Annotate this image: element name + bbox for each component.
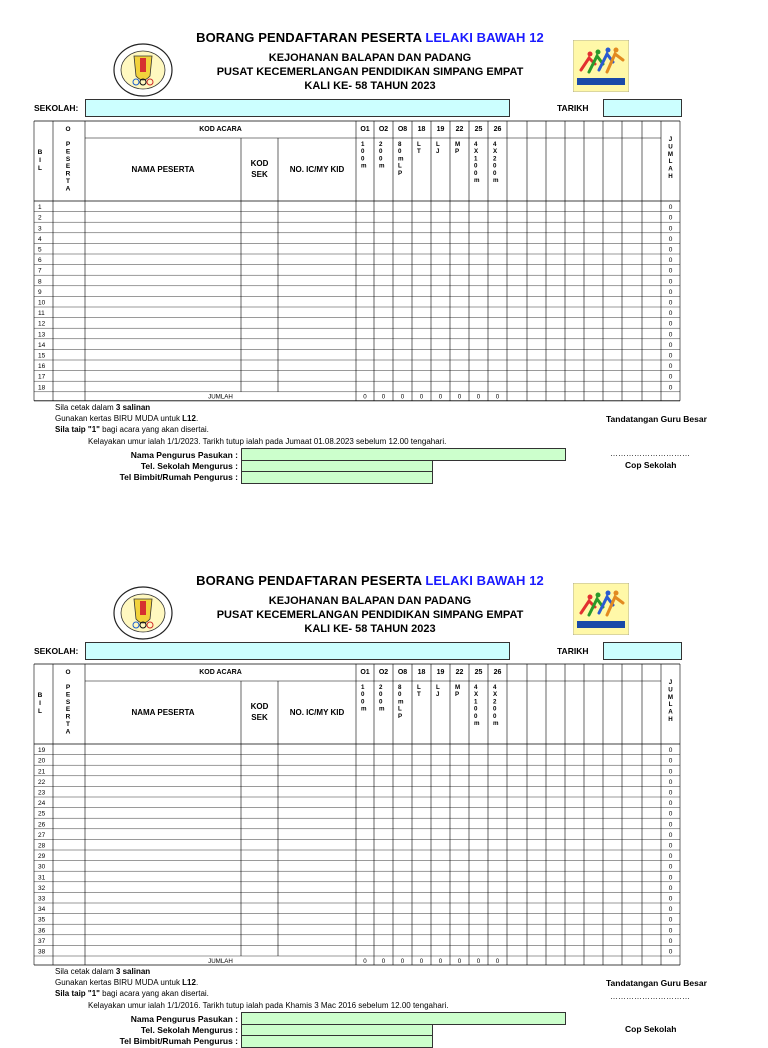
date-label: TARIKH [557,646,589,656]
svg-text:A: A [65,185,71,193]
svg-text:m: m [398,155,404,163]
event-name: KEJOHANAN BALAPAN DAN PADANG [268,52,472,64]
svg-text:B: B [37,149,43,156]
row-total: 0 [668,373,673,381]
footer-event-total: 0 [363,393,367,401]
svg-text:X: X [474,691,479,699]
row-total: 0 [668,747,673,755]
svg-text:0: 0 [474,712,478,720]
row-total: 0 [668,789,673,797]
svg-text:R: R [65,170,71,178]
row-total: 0 [668,299,673,307]
row-number: 20 [38,757,46,765]
note-paper: Gunakan kertas BIRU MUDA untuk L12. [55,978,199,988]
row-total: 0 [668,278,673,286]
row-number: 34 [38,906,46,914]
svg-text:m: m [474,177,480,184]
row-number: 33 [38,895,46,903]
svg-text:L: L [436,141,440,148]
row-number: 13 [38,331,46,339]
footer-event-total: 0 [476,393,481,401]
footer-event-total: 0 [400,957,405,965]
table-grid [0,0,768,403]
event-code-7: 26 [493,669,502,676]
row-number: 4 [38,235,42,243]
svg-text:L: L [38,708,42,715]
svg-text:B: B [37,692,43,699]
footer-event-total: 0 [419,393,424,401]
row-total: 0 [668,853,673,861]
nama-peserta-header: NAMA PESERTA [131,708,195,717]
row-total: 0 [668,257,673,265]
svg-text:X: X [474,148,479,156]
svg-text:M: M [667,693,674,701]
row-total: 0 [668,246,673,254]
date-label: TARIKH [557,103,589,113]
svg-text:m: m [379,705,385,713]
event-code-7: 26 [493,126,502,133]
school-stamp-label: Cop Sekolah [625,460,677,470]
row-total: 0 [668,320,673,328]
svg-text:1: 1 [361,141,365,148]
svg-text:1: 1 [474,155,478,163]
note-copies: Sila cetak dalam 3 salinan [55,967,151,977]
row-total: 0 [668,768,673,776]
svg-text:E: E [65,706,71,714]
svg-text:T: T [66,178,70,185]
row-total: 0 [668,778,673,786]
row-total: 0 [668,235,673,243]
svg-text:H: H [668,716,673,723]
footer-event-total: 0 [363,957,367,965]
svg-text:T: T [66,721,70,728]
svg-text:M: M [667,150,674,158]
no-ic-header: NO. IC/MY KID [289,708,345,717]
row-number: 2 [38,214,42,222]
event-code-3: 18 [417,126,426,133]
svg-text:P: P [398,169,403,177]
event-code-4: 19 [436,669,445,676]
row-total: 0 [668,267,673,275]
svg-text:P: P [65,684,71,691]
row-number: 14 [38,341,46,349]
event-code-3: 18 [417,669,426,676]
row-total: 0 [668,937,673,945]
row-number: 27 [38,831,46,839]
svg-text:0: 0 [474,705,478,713]
svg-text:0: 0 [379,155,383,163]
school-label: SEKOLAH: [34,646,79,656]
svg-text:0: 0 [361,148,365,156]
edition-year: KALI KE- 58 TAHUN 2023 [304,623,436,635]
svg-text:J: J [668,136,673,143]
note-type: Sila taip "1" bagi acara yang akan disertai. [55,425,209,434]
svg-text:L: L [38,165,42,172]
row-number: 11 [38,310,45,318]
row-total: 0 [668,363,673,371]
svg-text:X: X [493,691,498,699]
event-code-0: O1 [360,126,370,133]
svg-text:S: S [65,698,71,706]
svg-text:m: m [398,698,404,706]
footer-event-total: 0 [495,957,500,965]
svg-text:4: 4 [493,141,497,148]
event-code-2: O8 [397,669,408,676]
svg-text:S: S [65,155,71,163]
row-total: 0 [668,757,673,765]
footer-jumlah-label: JUMLAH [208,393,233,401]
svg-text:m: m [493,177,499,184]
svg-text:L: L [668,701,673,709]
svg-text:0: 0 [474,169,478,177]
svg-text:M: M [455,684,461,691]
svg-text:m: m [361,705,367,713]
footer-event-total: 0 [381,393,386,401]
svg-text:0: 0 [379,148,383,156]
row-number: 18 [38,384,46,392]
svg-text:A: A [65,728,71,736]
kod-sek-header-line2: SEK [251,713,268,722]
kod-acara-header: KOD ACARA [199,669,242,676]
row-number: 12 [38,320,46,328]
row-number: 35 [38,916,46,924]
row-number: 24 [38,800,46,808]
row-number: 1 [38,204,42,212]
svg-text:I: I [39,700,41,707]
svg-text:T: T [417,691,421,699]
svg-text:m: m [474,720,480,727]
row-total: 0 [668,874,673,882]
event-code-6: 25 [474,669,483,676]
row-total: 0 [668,842,673,850]
row-number: 3 [38,225,42,233]
note-copies: Sila cetak dalam 3 salinan [55,403,151,412]
row-total: 0 [668,884,673,892]
svg-text:L: L [398,162,402,170]
footer-jumlah-label: JUMLAH [208,957,233,965]
svg-text:J: J [436,148,440,156]
kod-sek-header-line2: SEK [251,170,268,179]
row-total: 0 [668,204,673,212]
row-total: 0 [668,821,673,829]
svg-text:2: 2 [493,155,497,163]
svg-text:0: 0 [474,162,478,170]
headmaster-signature-label: Tandatangan Guru Besar [606,414,707,424]
footer-event-total: 0 [438,957,443,965]
row-number: 15 [38,352,46,360]
kod-acara-header: KOD ACARA [199,126,242,133]
row-number: 5 [38,246,42,254]
svg-text:T: T [417,148,421,156]
note-type: Sila taip "1" bagi acara yang akan disertai. [55,989,209,999]
event-code-6: 25 [474,126,483,133]
signature-line: ………………………… [610,992,690,1001]
kod-sek-header: KOD [250,702,269,711]
svg-text:4: 4 [474,141,478,148]
svg-text:P: P [455,691,460,699]
svg-text:8: 8 [398,684,402,691]
footer-event-total: 0 [476,957,481,965]
mobile-tel-label: Tel Bimbit/Rumah Pengurus : [119,1036,238,1047]
row-total: 0 [668,895,673,903]
svg-text:O: O [65,669,71,676]
footer-event-total: 0 [457,393,462,401]
event-name: KEJOHANAN BALAPAN DAN PADANG [268,595,472,607]
svg-text:2: 2 [493,698,497,706]
svg-text:2: 2 [379,141,383,148]
event-code-4: 19 [436,126,445,133]
row-number: 30 [38,863,46,871]
svg-text:1: 1 [361,684,365,691]
svg-text:P: P [455,148,460,156]
svg-text:0: 0 [493,712,497,720]
row-total: 0 [668,948,673,956]
event-code-5: 22 [455,669,464,676]
row-total: 0 [668,352,673,360]
svg-text:0: 0 [361,698,365,706]
svg-text:O: O [65,126,71,133]
svg-text:U: U [668,143,673,151]
edition-year: KALI KE- 58 TAHUN 2023 [304,80,436,92]
svg-text:0: 0 [493,169,497,177]
svg-text:P: P [398,712,403,720]
headmaster-signature-label: Tandatangan Guru Besar [606,978,707,989]
row-total: 0 [668,288,673,296]
row-total: 0 [668,906,673,914]
row-total: 0 [668,384,673,392]
svg-text:M: M [455,141,461,148]
footer-event-total: 0 [381,957,386,965]
row-number: 32 [38,884,46,892]
school-tel-label: Tel. Sekolah Mengurus : [140,1025,238,1036]
row-total: 0 [668,310,673,318]
svg-text:I: I [39,157,41,164]
row-total: 0 [668,831,673,839]
svg-text:m: m [361,162,367,170]
svg-text:U: U [668,686,673,694]
event-code-1: O2 [378,126,389,133]
note-eligibility: Kelayakan umur ialah 1/1/2016. Tarikh tutup ialah pada Khamis 3 Mac 2016 sebelum 12.00 tengahari. [88,1001,449,1011]
row-number: 21 [38,768,46,776]
svg-text:4: 4 [474,684,478,691]
row-number: 29 [38,853,46,861]
footer-event-total: 0 [495,393,500,401]
svg-text:8: 8 [398,141,402,148]
row-total: 0 [668,214,673,222]
row-total: 0 [668,916,673,924]
svg-text:E: E [65,691,71,699]
row-number: 19 [38,747,46,755]
form-title: BORANG PENDAFTARAN PESERTA LELAKI BAWAH 12 [196,573,544,588]
event-code-0: O1 [360,669,370,676]
row-number: 22 [38,778,46,786]
svg-text:J: J [668,679,673,686]
svg-text:0: 0 [493,162,497,170]
svg-text:A: A [668,165,673,173]
venue-name: PUSAT KECEMERLANGAN PENDIDIKAN SIMPANG EMPAT [216,609,524,621]
row-number: 6 [38,257,42,265]
footer-event-total: 0 [457,957,462,965]
row-number: 17 [38,373,46,381]
row-total: 0 [668,225,673,233]
table-grid [0,543,768,967]
footer-event-total: 0 [400,393,405,401]
kod-sek-header: KOD [250,159,269,168]
manager-name-label: Nama Pengurus Pasukan : [130,450,238,460]
row-number: 9 [38,288,42,296]
event-code-1: O2 [378,669,389,676]
svg-text:L: L [417,141,421,148]
no-ic-header: NO. IC/MY KID [289,165,345,174]
row-total: 0 [668,341,673,349]
svg-text:X: X [493,148,498,156]
row-number: 7 [38,267,42,275]
footer-event-total: 0 [438,393,443,401]
form-title: BORANG PENDAFTARAN PESERTA LELAKI BAWAH 12 [196,30,544,45]
row-number: 37 [38,937,46,945]
footer-event-total: 0 [419,957,424,965]
row-number: 16 [38,363,46,371]
svg-text:0: 0 [379,698,383,706]
svg-text:H: H [668,173,673,180]
svg-text:1: 1 [474,698,478,706]
row-number: 31 [38,874,46,882]
row-total: 0 [668,331,673,339]
svg-text:0: 0 [379,691,383,699]
signature-line: ………………………… [610,449,690,458]
mobile-tel-input[interactable] [241,1035,433,1048]
svg-text:E: E [65,148,71,156]
mobile-tel-input[interactable] [241,471,433,484]
event-code-5: 22 [455,126,464,133]
svg-text:0: 0 [361,155,365,163]
svg-text:L: L [398,705,402,713]
svg-text:L: L [668,158,673,166]
note-paper: Gunakan kertas BIRU MUDA untuk L12. [55,414,199,423]
nama-peserta-header: NAMA PESERTA [131,165,195,174]
svg-text:0: 0 [398,148,402,156]
svg-text:0: 0 [361,691,365,699]
mobile-tel-label: Tel Bimbit/Rumah Pengurus : [119,472,238,482]
row-number: 8 [38,278,42,286]
svg-text:0: 0 [398,691,402,699]
manager-name-label: Nama Pengurus Pasukan : [130,1014,238,1025]
row-number: 25 [38,810,46,818]
svg-text:J: J [436,691,440,699]
school-tel-label: Tel. Sekolah Mengurus : [140,461,238,471]
event-code-2: O8 [397,126,408,133]
row-total: 0 [668,863,673,871]
svg-text:m: m [493,720,499,727]
school-stamp-label: Cop Sekolah [625,1024,677,1035]
svg-text:R: R [65,713,71,721]
venue-name: PUSAT KECEMERLANGAN PENDIDIKAN SIMPANG EMPAT [216,66,524,78]
row-total: 0 [668,810,673,818]
svg-text:L: L [417,684,421,691]
svg-text:A: A [668,708,673,716]
note-eligibility: Kelayakan umur ialah 1/1/2023. Tarikh tutup ialah pada Jumaat 01.08.2023 sebelum 12.00 tengahari. [88,437,447,446]
svg-text:E: E [65,163,71,171]
row-total: 0 [668,927,673,935]
row-total: 0 [668,800,673,808]
row-number: 26 [38,821,46,829]
svg-text:L: L [436,684,440,691]
row-number: 36 [38,927,46,935]
row-number: 23 [38,789,46,797]
row-number: 28 [38,842,46,850]
school-label: SEKOLAH: [34,103,79,113]
row-number: 10 [38,299,46,307]
svg-text:2: 2 [379,684,383,691]
svg-text:4: 4 [493,684,497,691]
svg-text:0: 0 [493,705,497,713]
svg-text:P: P [65,141,71,148]
row-number: 38 [38,948,46,956]
svg-text:m: m [379,162,385,170]
